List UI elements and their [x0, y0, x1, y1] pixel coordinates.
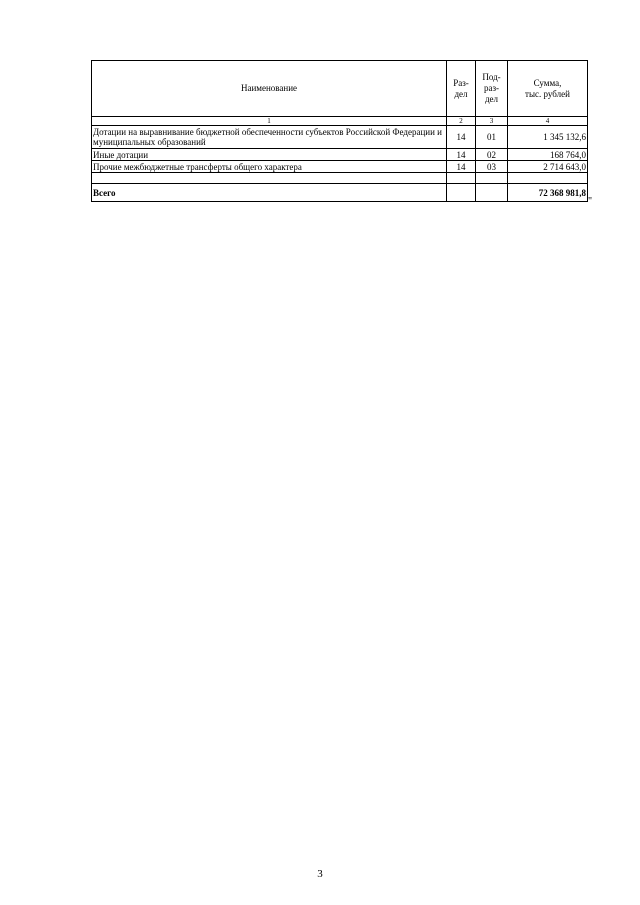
empty-cell — [447, 173, 476, 184]
row-sum: 2 714 643,0 — [508, 161, 588, 173]
row-sum: 168 764,0 — [508, 149, 588, 161]
row-razdel: 14 — [447, 149, 476, 161]
row-name: Иные дотации — [92, 149, 447, 161]
row-name: Дотации на выравнивание бюджетной обеспеченности субъектов Российской Федерации и муниципальных образований — [92, 126, 447, 149]
empty-cell — [508, 173, 588, 184]
empty-cell — [447, 184, 476, 202]
row-name: Прочие межбюджетные трансферты общего характера — [92, 161, 447, 173]
column-number-row — [92, 117, 588, 126]
row-podrazdel: 03 — [476, 161, 508, 173]
empty-cell — [476, 184, 508, 202]
closing-quote: " — [588, 196, 593, 207]
empty-cell — [92, 173, 447, 184]
page-number: 3 — [317, 868, 323, 880]
table-row — [92, 126, 588, 149]
row-razdel: 14 — [447, 126, 476, 149]
column-number: 3 — [476, 117, 508, 126]
column-number: 2 — [447, 117, 476, 126]
total-label: Всего — [92, 184, 447, 202]
header-podrazdel: Под- раз- дел — [476, 61, 508, 117]
row-razdel: 14 — [447, 161, 476, 173]
row-podrazdel: 02 — [476, 149, 508, 161]
empty-row — [92, 173, 588, 184]
header-name: Наименование — [92, 61, 447, 117]
table-row — [92, 161, 588, 173]
header-razdel: Раз- дел — [447, 61, 476, 117]
row-podrazdel: 01 — [476, 126, 508, 149]
total-row — [92, 184, 588, 202]
column-number: 1 — [92, 117, 447, 126]
table-header-row — [92, 61, 588, 117]
empty-cell — [476, 173, 508, 184]
total-sum: 72 368 981,8 — [508, 184, 588, 202]
table-row — [92, 149, 588, 161]
column-number: 4 — [508, 117, 588, 126]
budget-table — [91, 60, 588, 202]
header-sum: Сумма, тыс. рублей — [508, 61, 588, 117]
row-sum: 1 345 132,6 — [508, 126, 588, 149]
